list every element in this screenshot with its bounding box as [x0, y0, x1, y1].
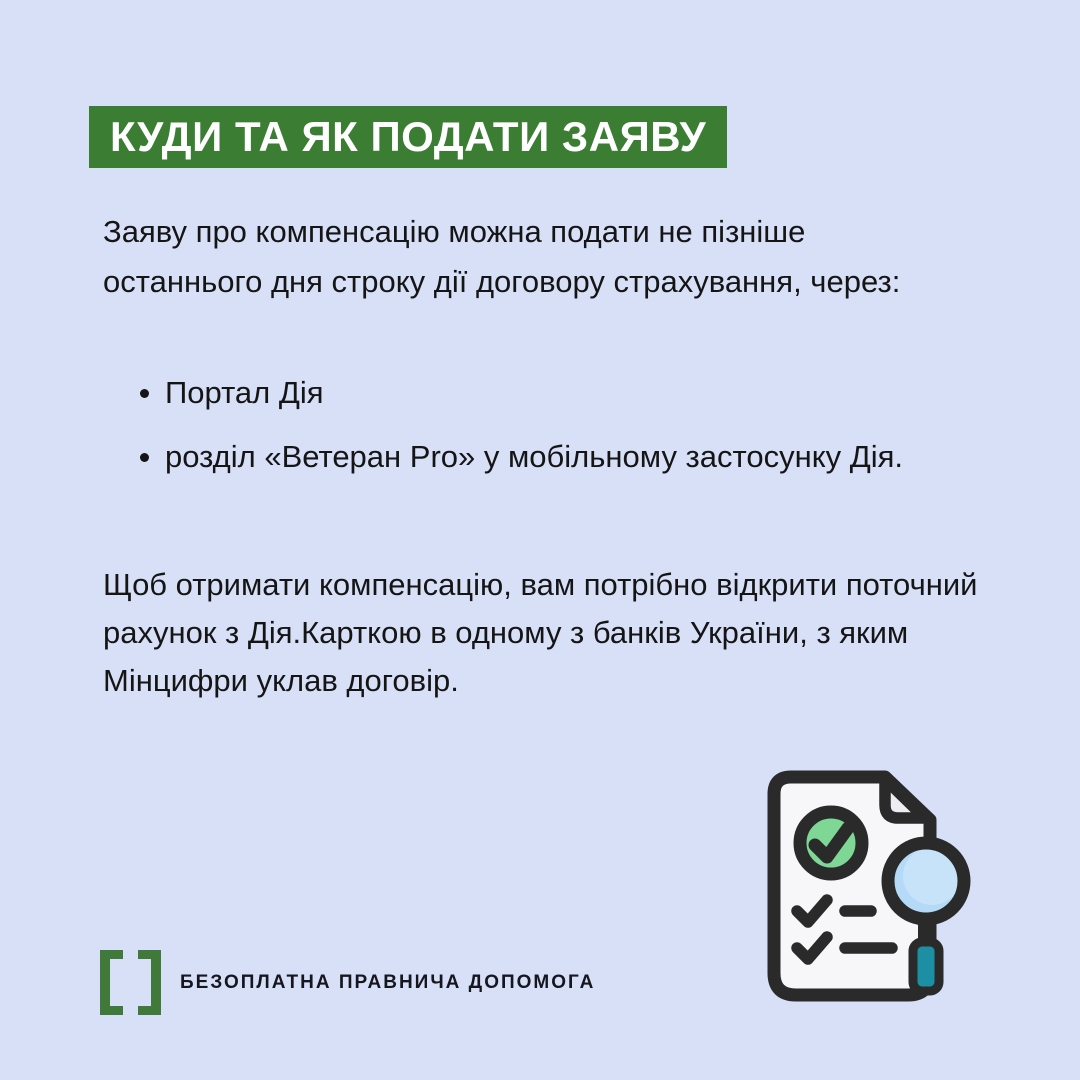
- outro-paragraph: Щоб отримати компенсацію, вам потрібно відкрити поточний рахунок з Дія.Карткою в одному з банків України, з яким Мінцифри уклав договір.: [103, 567, 978, 698]
- document-fold: [885, 779, 925, 818]
- footer-logo: [100, 950, 595, 1015]
- title-banner: [89, 106, 727, 168]
- page-title: КУДИ ТА ЯК ПОДАТИ ЗАЯВУ: [110, 113, 707, 160]
- intro-paragraph: Заяву про компенсацію можна подати не пізніше останнього дня строку дії договору страхування, через:: [103, 214, 901, 299]
- logo-bracket-right-icon: [138, 950, 161, 1015]
- submission-channels-list: [140, 369, 950, 497]
- list-item-text: Портал Дія: [165, 375, 324, 410]
- list-item: [140, 433, 950, 481]
- document-checklist-magnifier-icon: [755, 758, 1017, 1013]
- bullet-dot-icon: [140, 453, 149, 462]
- magnifier-handle: [913, 942, 939, 991]
- logo-bracket-left-icon: [100, 950, 123, 1015]
- footer-logo-text: БЕЗОПЛАТНА ПРАВНИЧА ДОПОМОГА: [180, 971, 596, 993]
- list-item-text: розділ «Ветеран Pro» у мобільному застосунку Дія.: [165, 439, 904, 474]
- bullet-dot-icon: [140, 389, 149, 398]
- list-item: [140, 369, 950, 417]
